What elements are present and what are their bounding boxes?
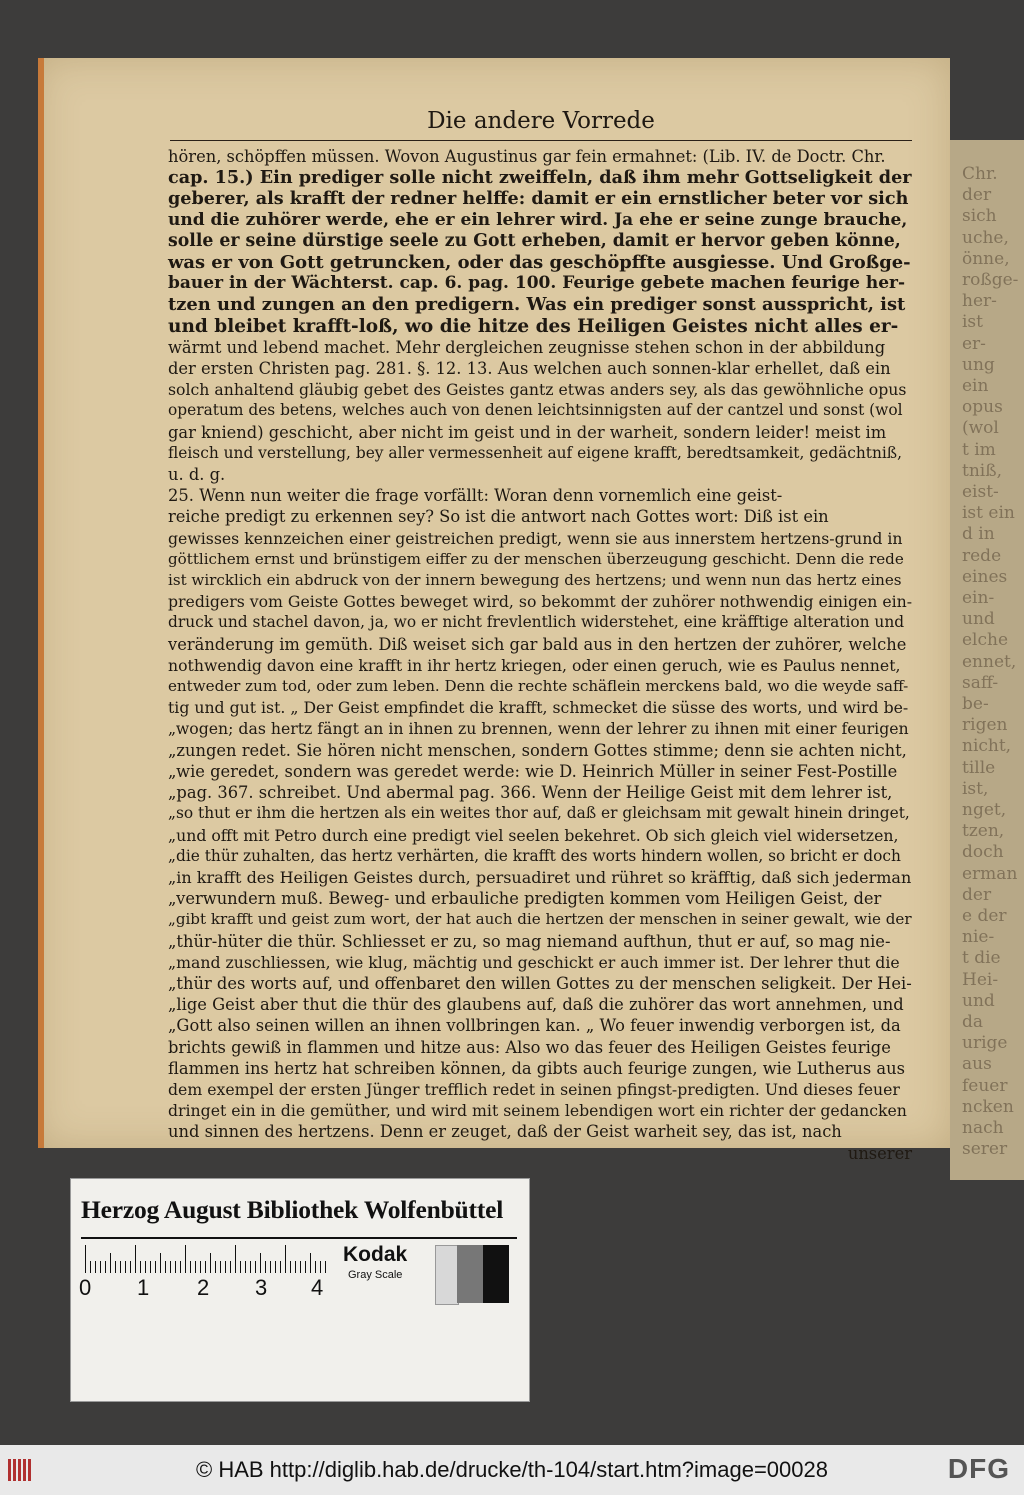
- library-label: [70, 1178, 530, 1402]
- ruler-tick: [270, 1261, 271, 1273]
- gray-scale-caption: Gray Scale: [348, 1269, 403, 1281]
- text-line: tzen und zungen an den predigern. Was ein prediger sonst ausspricht, ist: [168, 294, 906, 316]
- ruler-tick: [200, 1261, 201, 1273]
- adjacent-page-fragment: erman: [962, 863, 1018, 884]
- adjacent-page-fragment: rede: [962, 545, 1002, 566]
- text-line: „zungen redet. Sie hören nicht menschen, sondern Gottes stimme; denn sie achten nicht,: [168, 740, 907, 760]
- ruler-tick: [190, 1261, 191, 1273]
- adjacent-page-fragment: roßge-: [962, 270, 1019, 290]
- ruler-tick: [125, 1261, 126, 1273]
- ruler-tick: [150, 1261, 151, 1273]
- ruler-tick: [130, 1261, 131, 1273]
- catchword: unserer: [847, 1143, 912, 1163]
- text-line: reiche predigt zu erkennen sey? So ist die antwort nach Gottes wort: Diß ist ein: [168, 507, 829, 527]
- ruler-tick: [230, 1261, 231, 1273]
- text-line: „wie geredet, sondern was geredet werde: wie D. Heinrich Müller in seiner Fest-Postille: [168, 761, 898, 781]
- text-line: operatum des betens, welches auch von denen leichtsinnigsten auf der cantzel und sonst (wol: [168, 401, 903, 420]
- text-line: „verwundern muß. Beweg- und erbauliche predigten kommen vom Heiligen Geist, der: [168, 889, 882, 909]
- kodak-brand: Kodak: [343, 1243, 408, 1266]
- ruler-number: 1: [137, 1275, 150, 1300]
- text-line: „wogen; das hertz fängt an in ihnen zu brennen, wenn der lehrer zu ihnen mit einer feurigen: [168, 719, 909, 739]
- gray-swatch-mid: [457, 1245, 483, 1303]
- ruler-tick: [260, 1253, 261, 1273]
- ruler-tick: [305, 1261, 306, 1273]
- adjacent-page-fragment: tzen,: [962, 821, 1005, 842]
- ruler-tick: [90, 1261, 91, 1273]
- ruler-tick: [185, 1245, 186, 1273]
- text-line: ist wircklich ein abdruck von der innern bewegung des hertzens; und wenn nun das hertz eines: [168, 571, 902, 590]
- running-head: Die andere Vorrede: [427, 108, 655, 134]
- label-rule: [81, 1237, 517, 1239]
- ruler-number: 4: [311, 1275, 324, 1300]
- adjacent-page-fragment: be-: [962, 694, 989, 714]
- adjacent-page-fragment: sich: [962, 206, 997, 227]
- gray-swatch-light: [435, 1245, 459, 1305]
- text-line: fleisch und verstellung, bey aller vermessenheit auf eigene krafft, beredtsamkeit, gedächtniß,: [168, 443, 902, 462]
- text-line: gewisses kennzeichen einer geistreichen predigt, wenn sie aus innerstem hertzens-grund in: [168, 528, 903, 548]
- ruler-number: 0: [79, 1275, 92, 1300]
- adjacent-page-fragment: feuer: [962, 1075, 1008, 1096]
- ruler-tick: [105, 1261, 106, 1273]
- text-line: „lige Geist aber thut die thür des glaubens auf, daß die zuhörer das wort annehmen, und: [168, 995, 904, 1015]
- page-edge: [38, 58, 44, 1148]
- adjacent-page-fragment: und: [962, 609, 995, 630]
- text-line: und bleibet krafft-loß, wo die hitze des Heiligen Geistes nicht alles er-: [168, 315, 899, 337]
- ruler-tick: [205, 1261, 206, 1273]
- ruler-tick: [210, 1253, 211, 1273]
- ruler-tick: [95, 1261, 96, 1273]
- ruler-tick: [100, 1261, 101, 1273]
- text-line: druck und stachel davon, ja, wo er nicht frevlentlich widerstehet, eine kräfftige alteration und: [168, 613, 905, 632]
- ruler-tick: [300, 1261, 301, 1273]
- ruler-tick: [220, 1261, 221, 1273]
- adjacent-page-fragment: doch: [962, 842, 1004, 863]
- ruler-tick: [255, 1261, 256, 1273]
- text-line: „thür des worts auf, und offenbaret den willen Gottes zu der menschen seligkeit. Der Hei-: [168, 973, 912, 993]
- text-line: „gibt krafft und geist zum wort, der hat auch die hertzen der menschen in seiner gewalt, wie der: [168, 910, 912, 929]
- ruler-tick: [240, 1261, 241, 1273]
- adjacent-page-fragment: t im: [962, 439, 996, 460]
- ruler-tick: [235, 1245, 236, 1273]
- text-line: was er von Gott getruncken, oder das geschöpffte ausgiesse. Und Großge-: [168, 252, 911, 274]
- text-line: und sinnen des hertzens. Denn er zeuget, daß der Geist warheit sey, das ist, nach: [168, 1122, 842, 1142]
- ruler-tick: [145, 1261, 146, 1273]
- adjacent-page-fragment: d in: [962, 524, 995, 545]
- ruler-tick: [275, 1261, 276, 1273]
- text-line: veränderung im gemüth. Diß weiset sich gar bald aus in den hertzen der zuhörer, welche: [168, 634, 907, 654]
- adjacent-page-fragment: nget,: [962, 800, 1007, 820]
- text-line: dringet ein in die gemüther, und wird mit seinem lebendigen wort ein richter der gedancken: [168, 1101, 907, 1121]
- head-rule: [170, 140, 912, 141]
- adjacent-page-fragment: da: [962, 1012, 984, 1032]
- text-line: hören, schöpffen müssen. Wovon Augustinus gar fein ermahnet: (Lib. IV. de Doctr. Chr.: [168, 147, 886, 166]
- text-line: „Gott also seinen willen an ihnen vollbringen kan. „ Wo feuer inwendig verborgen ist, da: [168, 1016, 901, 1036]
- text-line: entweder zum tod, oder zum leben. Denn die rechte schäflein merckens bald, wo die weyde saff-: [168, 677, 909, 696]
- adjacent-page-fragment: urige: [962, 1033, 1008, 1054]
- text-line: tig und gut ist. „ Der Geist empfindet die krafft, schmecket die süsse des worts, und wird be-: [168, 698, 909, 718]
- ruler-number: 3: [255, 1275, 268, 1300]
- ruler-tick: [140, 1261, 141, 1273]
- ruler-tick: [265, 1261, 266, 1273]
- gray-swatch-dark: [483, 1245, 509, 1303]
- adjacent-page-fragment: tille: [962, 757, 996, 778]
- text-line: „und offt mit Petro durch eine predigt viel seelen bekehret. Ob sich gleich viel widersetzen,: [168, 825, 899, 845]
- adjacent-page-fragment: saff-: [962, 672, 999, 693]
- ruler-tick: [110, 1253, 111, 1273]
- adjacent-page-fragment: önne,: [962, 248, 1010, 269]
- ruler-tick: [250, 1261, 251, 1273]
- ruler-tick: [85, 1245, 86, 1273]
- adjacent-page-fragment: nie-: [962, 927, 995, 948]
- adjacent-page-fragment: ist: [962, 312, 983, 333]
- adjacent-page-fragment: t die: [962, 948, 1001, 969]
- ruler-number: 2: [197, 1275, 210, 1300]
- text-line: göttlichem ernst und brünstigem eiffer zu der menschen überzeugung geschicht. Denn die rede: [168, 549, 904, 568]
- dfg-logo: DFG: [947, 1453, 1010, 1484]
- ruler-tick: [120, 1261, 121, 1273]
- text-line: u. d. g.: [168, 465, 226, 485]
- ruler-scale: [85, 1245, 325, 1273]
- text-line: solch anhaltend gläubig gebet des Geistes gantz etwas anders sey, als das gewöhnliche opus: [168, 380, 907, 400]
- adjacent-page-fragment: uche,: [962, 227, 1009, 248]
- copyright-link[interactable]: © HAB http://diglib.hab.de/drucke/th-104/start.htm?image=00028: [196, 1457, 828, 1482]
- text-line: „in krafft des Heiligen Geistes durch, persuadiret und rühret so kräfftig, daß sich jederman: [168, 867, 912, 887]
- text-line: predigers vom Geiste Gottes beweget wird, so bekommt der zuhörer nothwendig einigen ein-: [168, 592, 913, 612]
- ruler-tick: [310, 1253, 311, 1273]
- ruler-tick: [315, 1261, 316, 1273]
- text-line: 25. Wenn nun weiter die frage vorfällt: Woran denn vornemlich eine geist-: [168, 486, 783, 506]
- ruler-tick: [245, 1261, 246, 1273]
- ruler-numbers: [75, 1275, 325, 1299]
- ruler-tick: [115, 1261, 116, 1273]
- adjacent-page-fragment: Chr.: [962, 164, 998, 184]
- text-line: „thür-hüter die thür. Schliesset er zu, so mag niemand aufthun, thut er auf, so mag nie-: [168, 931, 891, 951]
- adjacent-page-fragment: der: [962, 884, 992, 905]
- ruler-tick: [215, 1261, 216, 1273]
- ruler-tick: [195, 1261, 196, 1273]
- adjacent-page-fragment: rigen: [962, 715, 1008, 736]
- text-line: gar kniend) geschicht, aber nicht im geist und in der warheit, sondern leider! meist im: [168, 422, 887, 442]
- ruler-tick: [225, 1261, 226, 1273]
- adjacent-page: [950, 140, 1024, 1180]
- ruler-tick: [155, 1261, 156, 1273]
- text-line: nothwendig davon eine krafft in ihr hertz kriegen, oder einen geruch, wie es Paulus nennet,: [168, 655, 901, 675]
- adjacent-page-fragment: e der: [962, 906, 1007, 926]
- text-line: „die thür zuhalten, das hertz verhärten, die krafft des worts hindern wollen, so bricht er doch: [168, 846, 901, 865]
- adjacent-page-fragment: opus: [962, 397, 1003, 418]
- text-line: und die zuhörer werde, ehe er ein lehrer wird. Ja ehe er seine zunge brauche,: [168, 209, 908, 230]
- ruler-tick: [180, 1261, 181, 1273]
- ruler-tick: [280, 1261, 281, 1273]
- text-line: „mand zuschliessen, wie klug, mächtig und geschickt er auch immer ist. Der lehrer thut die: [168, 952, 900, 972]
- page-body: [168, 146, 912, 1164]
- text-line: bauer in der Wächterst. cap. 6. pag. 100. Feurige gebete machen feurige her-: [168, 273, 906, 294]
- text-line: wärmt und lebend machet. Mehr dergleichen zeugnisse stehen schon in der abbildung: [168, 337, 886, 357]
- adjacent-page-fragment: der: [962, 185, 992, 206]
- adjacent-page-fragment: her-: [962, 291, 997, 312]
- library-name: Herzog August Bibliothek Wolfenbüttel: [81, 1195, 504, 1224]
- adjacent-page-fragment: ist ein: [962, 503, 1015, 524]
- ruler-tick: [295, 1261, 296, 1273]
- adjacent-page-fragment: elche: [962, 630, 1009, 651]
- adjacent-page-fragment: ncken: [962, 1096, 1014, 1117]
- text-line: „so thut er ihm die hertzen als ein weites thor auf, daß er gleichsam mit gewalt hinein dringet,: [168, 804, 910, 823]
- text-line: der ersten Christen pag. 281. §. 12. 13. Aus welchen auch sonnen-klar erhellet, daß ein: [168, 359, 891, 379]
- ruler-tick: [160, 1253, 161, 1273]
- adjacent-page-fragment: und: [962, 990, 995, 1011]
- adjacent-page-fragment: nach: [962, 1118, 1004, 1138]
- footer-bar: [0, 1445, 1024, 1495]
- ruler-tick: [135, 1245, 136, 1273]
- ruler-tick: [165, 1261, 166, 1273]
- adjacent-page-fragment: eist-: [962, 482, 999, 502]
- text-line: geberer, als krafft der redner helffe: damit er ein ernstlicher beter vor sich: [168, 188, 909, 210]
- adjacent-page-fragment: tniß,: [962, 460, 1002, 481]
- adjacent-page-fragment: ein-: [962, 588, 995, 608]
- adjacent-page-fragment: aus: [962, 1054, 992, 1075]
- text-line: solle er seine dürstige seele zu Gott erheben, damit er hervor geben könne,: [168, 230, 901, 251]
- text-line: flammen ins hertz hat schreiben können, da gibts auch feurige zungen, wie Lutherus aus: [168, 1058, 905, 1078]
- adjacent-page-fragment: er-: [962, 333, 986, 354]
- adjacent-page-fragment: eines: [962, 566, 1008, 587]
- adjacent-page-fragment: Hei-: [962, 969, 999, 990]
- adjacent-page-fragment: serer: [962, 1139, 1008, 1160]
- text-line: „pag. 367. schreibet. Und abermal pag. 366. Wenn der Heilige Geist mit dem lehrer ist,: [168, 783, 893, 803]
- adjacent-page-fragment: ein: [962, 376, 989, 396]
- adjacent-page-fragment: ung: [962, 354, 995, 375]
- adjacent-page-fragment: (wol: [962, 418, 999, 439]
- adjacent-page-fragment: nicht,: [962, 736, 1012, 757]
- adjacent-page-fragment: ennet,: [962, 651, 1017, 672]
- adjacent-page-fragment: ist,: [962, 778, 989, 799]
- text-line: dem exempel der ersten Jünger trefflich redet in seinen pfingst-predigten. Und dieses feuer: [168, 1079, 900, 1099]
- ruler-tick: [175, 1261, 176, 1273]
- ruler-tick: [170, 1261, 171, 1273]
- ruler-tick: [325, 1261, 326, 1273]
- ruler-tick: [290, 1261, 291, 1273]
- ruler-tick: [320, 1261, 321, 1273]
- ruler-tick: [285, 1245, 286, 1273]
- text-line: brichts gewiß in flammen und hitze aus: Also wo das feuer des Heiligen Geistes feurige: [168, 1037, 891, 1057]
- text-line: cap. 15.) Ein prediger solle nicht zweiffeln, daß ihm mehr Gottseligkeit der: [168, 167, 912, 189]
